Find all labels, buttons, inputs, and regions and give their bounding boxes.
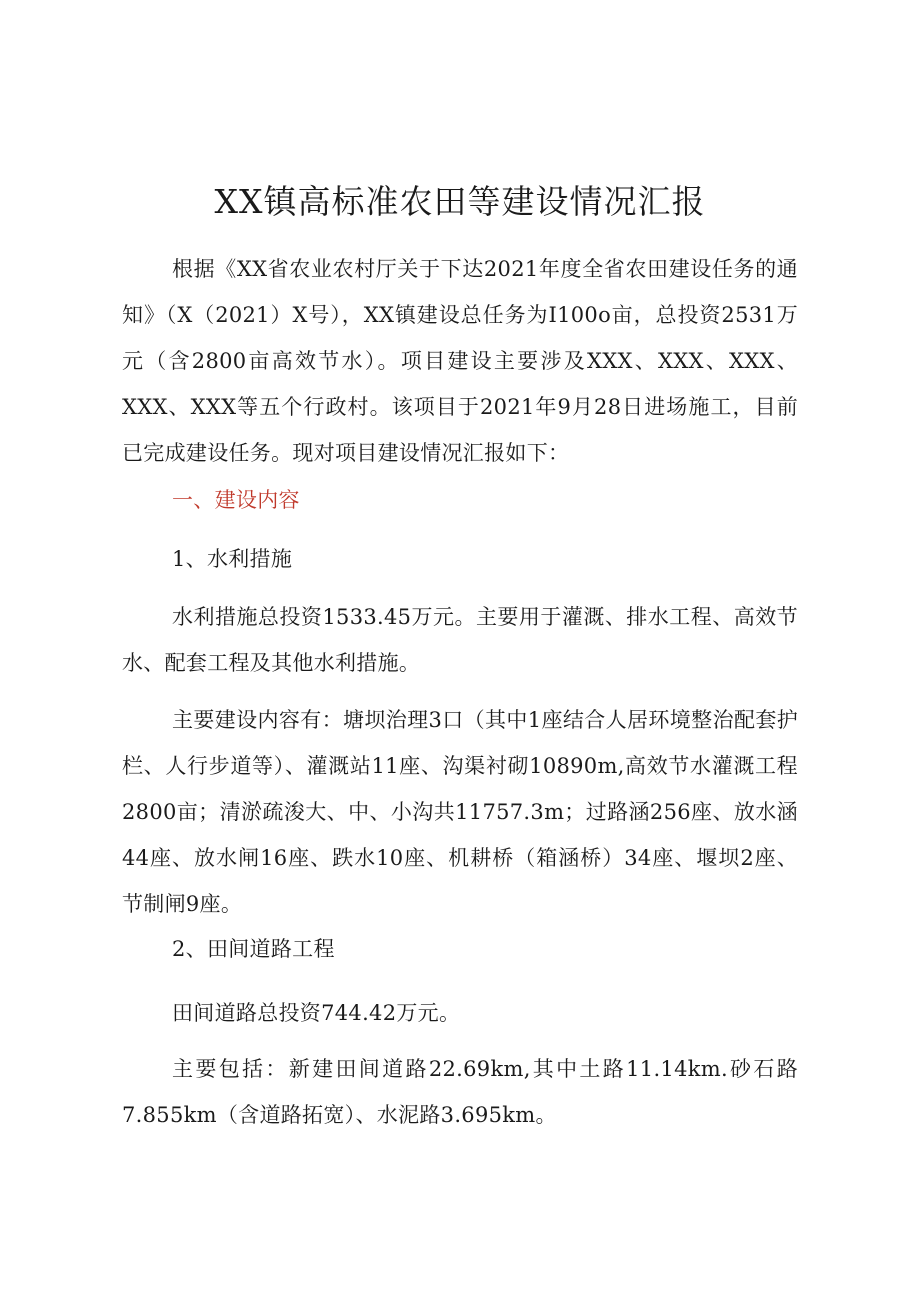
intro-paragraph: 根据《XX省农业农村厅关于下达2021年度全省农田建设任务的通知》（X（2021）X号），XX镇建设总任务为I100o亩，总投资2531万元（含2800亩高效节水）。项目建设主要涉及XXX、XXX、XXX、XXX、XXX等五个行政村。该项目于2021年9月28日进场施工，目前已完成建设任务。现对项目建设情况汇报如下：	[122, 257, 798, 465]
water-conservancy-investment-paragraph: 水利措施总投资1533.45万元。主要用于灌溉、排水工程、高效节水、配套工程及其他水利措施。	[122, 605, 798, 675]
document-title: XX镇高标准农田等建设情况汇报	[214, 182, 706, 221]
subsection-heading-field-roads: 2、田间道路工程	[172, 937, 335, 961]
water-conservancy-details-paragraph: 主要建设内容有：塘坝治理3口（其中1座结合人居环境整治配套护栏、人行步道等）、灌溉站11座、沟渠衬砌10890m,高效节水灌溉工程2800亩；清淤疏浚大、中、小沟共11757.3m；过路涵256座、放水涵44座、放水闸16座、跌水10座、机耕桥（箱涵桥）34座、堰坝2座、节制闸9座。	[122, 708, 798, 916]
section-heading-construction-content: 一、建设内容	[172, 488, 300, 512]
field-roads-investment-paragraph: 田间道路总投资744.42万元。	[172, 1001, 461, 1025]
field-roads-details-paragraph: 主要包括：新建田间道路22.69km,其中土路11.14km.砂石路7.855km（含道路拓宽）、水泥路3.695km。	[122, 1057, 798, 1127]
subsection-heading-water-conservancy: 1、水利措施	[172, 547, 293, 571]
